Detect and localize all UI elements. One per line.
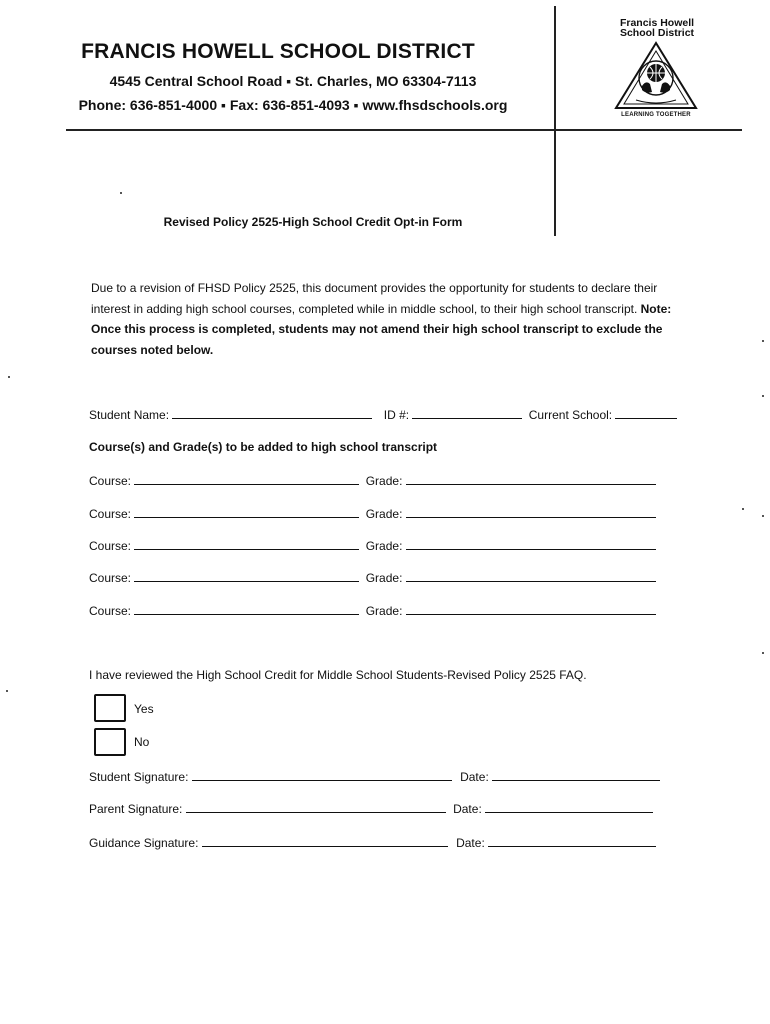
letterhead-divider-vertical [554, 6, 556, 236]
parent-date-field[interactable] [485, 800, 653, 813]
course-row [89, 602, 656, 618]
date-label: Date: [460, 770, 489, 784]
parent-signature-label: Parent Signature: [89, 802, 183, 816]
grade-label: Grade: [365, 507, 403, 521]
guidance-date-field[interactable] [488, 834, 656, 847]
student-name-field[interactable] [172, 406, 372, 419]
id-field[interactable] [412, 406, 522, 419]
scan-speck [762, 340, 764, 342]
guidance-signature-field[interactable] [202, 834, 448, 847]
scan-speck [762, 652, 764, 654]
scan-speck [762, 515, 764, 517]
yes-label: Yes [134, 702, 154, 716]
no-checkbox[interactable] [94, 728, 126, 756]
current-school-field[interactable] [615, 406, 677, 419]
scan-speck [6, 690, 8, 692]
yes-checkbox[interactable] [94, 694, 126, 722]
student-signature-field[interactable] [192, 768, 452, 781]
course-label: Course: [89, 539, 132, 553]
course-field[interactable] [134, 602, 359, 615]
grade-label: Grade: [365, 474, 403, 488]
no-label: No [134, 735, 150, 749]
grade-field[interactable] [406, 569, 656, 582]
district-contact: Phone: 636-851-4000 ▪ Fax: 636-851-4093 ▪ www.fhsdschools.org [78, 97, 508, 113]
course-label: Course: [89, 507, 132, 521]
course-label: Course: [89, 474, 132, 488]
intro-note: Note: Once this process is completed, students may not amend their high school transcript to exclude the courses noted below. [91, 301, 672, 357]
student-info-row [89, 406, 677, 422]
logo-line1: Francis Howell [619, 17, 695, 29]
course-label: Course: [89, 604, 132, 618]
grade-field[interactable] [406, 537, 656, 550]
courses-heading: Course(s) and Grade(s) to be added to high school transcript [89, 440, 438, 454]
scan-speck [120, 192, 122, 194]
course-row [89, 537, 656, 553]
student-signature-label: Student Signature: [89, 770, 189, 784]
intro-text: Due to a revision of FHSD Policy 2525, this document provides the opportunity for students to declare their interest in adding high school courses, completed while in middle school, to their high school transcript. [91, 281, 658, 316]
student-signature-row [89, 768, 660, 784]
id-label: ID #: [383, 408, 410, 422]
parent-signature-field[interactable] [186, 800, 446, 813]
letterhead-divider-horizontal [66, 129, 742, 131]
grade-label: Grade: [365, 571, 403, 585]
logo-wordmark [600, 18, 714, 38]
course-row [89, 505, 656, 521]
district-address: 4545 Central School Road ▪ St. Charles, MO 63304-7113 [109, 73, 477, 89]
course-field[interactable] [134, 472, 359, 485]
globe-hands-triangle-icon [612, 40, 700, 112]
student-date-field[interactable] [492, 768, 660, 781]
intro-paragraph [91, 278, 691, 360]
date-label: Date: [456, 836, 485, 850]
current-school-label: Current School: [528, 408, 613, 422]
scan-speck [742, 508, 744, 510]
guidance-signature-row [89, 834, 656, 850]
grade-field[interactable] [406, 602, 656, 615]
parent-signature-row [89, 800, 653, 816]
student-name-label: Student Name: [89, 408, 170, 422]
grade-field[interactable] [406, 505, 656, 518]
course-label: Course: [89, 571, 132, 585]
course-row [89, 472, 656, 488]
course-field[interactable] [134, 505, 359, 518]
district-name: FRANCIS HOWELL SCHOOL DISTRICT [81, 40, 475, 63]
grade-field[interactable] [406, 472, 656, 485]
form-title: Revised Policy 2525-High School Credit Opt-in Form [163, 215, 463, 229]
logo-tagline: LEARNING TOGETHER [621, 112, 691, 118]
guidance-signature-label: Guidance Signature: [89, 836, 199, 850]
grade-label: Grade: [365, 539, 403, 553]
course-field[interactable] [134, 569, 359, 582]
scan-speck [8, 376, 10, 378]
course-field[interactable] [134, 537, 359, 550]
scan-speck [762, 395, 764, 397]
grade-label: Grade: [365, 604, 403, 618]
faq-statement: I have reviewed the High School Credit for Middle School Students-Revised Policy 2525 FAQ. [89, 668, 587, 682]
course-row [89, 569, 656, 585]
date-label: Date: [453, 802, 482, 816]
logo-line2: School District [619, 27, 695, 39]
